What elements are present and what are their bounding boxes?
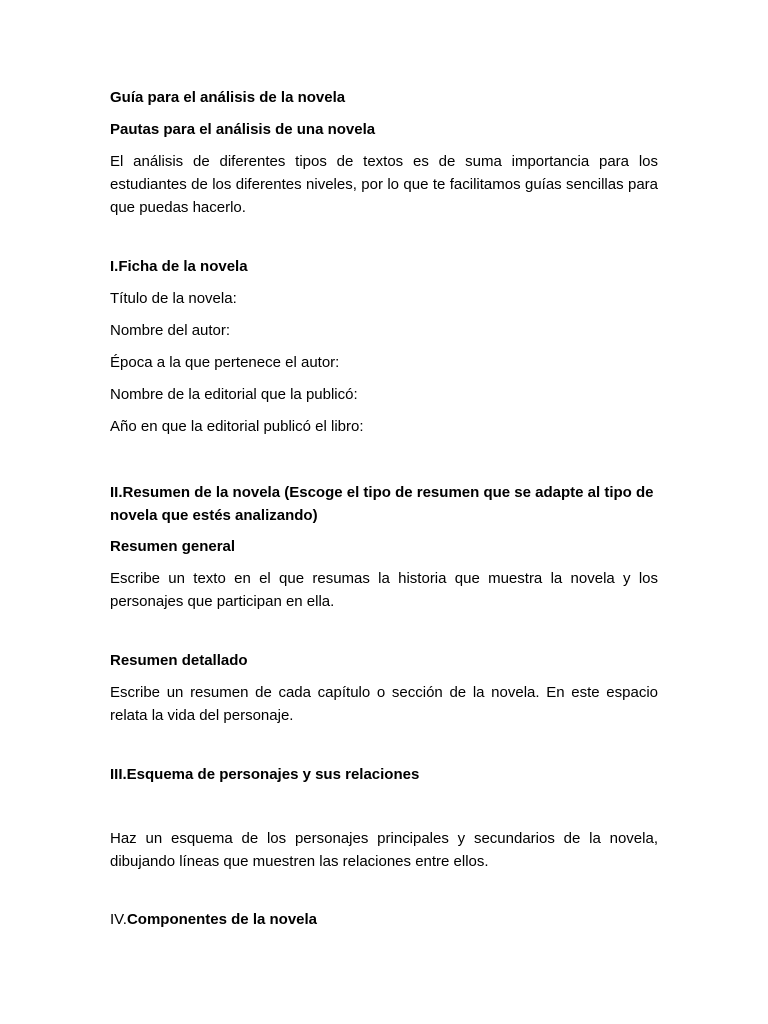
section4-number: IV. (110, 911, 127, 928)
detailed-summary-text: Escribe un resumen de cada capítulo o sección de la novela. En este espacio relata la vida del personaje. (110, 684, 658, 724)
section4-heading (110, 908, 658, 931)
field-author: Nombre del autor: (110, 322, 231, 339)
document-subtitle: Pautas para el análisis de una novela (110, 121, 376, 138)
intro-paragraph: El análisis de diferentes tipos de textos es de suma importancia para los estudiantes de los diferentes niveles, por lo que te facilitamos guías sencillas para que puedas hacerlo. (110, 153, 658, 216)
general-summary-heading: Resumen general (110, 538, 236, 555)
section2-heading: II.Resumen de la novela (Escoge el tipo de resumen que se adapte al tipo de novela que estés analizando) (110, 484, 654, 524)
field-title: Título de la novela: (110, 290, 237, 307)
field-publisher: Nombre de la editorial que la publicó: (110, 386, 358, 403)
field-epoch: Época a la que pertenece el autor: (110, 354, 340, 371)
detailed-summary-heading: Resumen detallado (110, 652, 248, 669)
section1-heading: I.Ficha de la novela (110, 258, 248, 275)
document-title: Guía para el análisis de la novela (110, 89, 346, 106)
section3-text: Haz un esquema de los personajes principales y secundarios de la novela, dibujando líneas que muestren las relaciones entre ellos. (110, 830, 658, 870)
general-summary-text: Escribe un texto en el que resumas la historia que muestra la novela y los personajes que participan en ella. (110, 570, 658, 610)
section4-title: Componentes de la novela (126, 911, 318, 928)
section3-heading: III.Esquema de personajes y sus relaciones (110, 766, 420, 783)
field-year: Año en que la editorial publicó el libro: (110, 418, 364, 435)
